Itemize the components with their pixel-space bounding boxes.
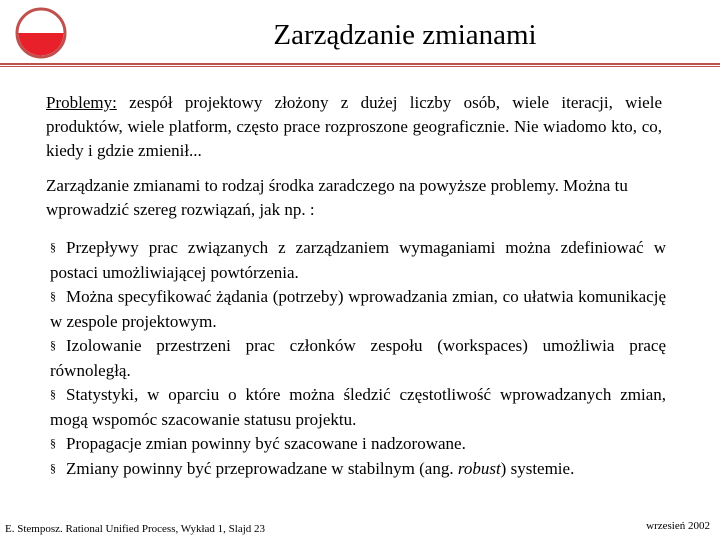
bullet-item: § Zmiany powinny być przeprowadzane w stabilnym (ang. robust) systemie. (50, 459, 575, 478)
header-rule-thin (0, 66, 720, 67)
bullet-icon: § (50, 240, 56, 254)
bullet-item: § Przepływy prac związanych z zarządzaniem wymaganiami można zdefiniować w postaci umożliwiającej powtórzenia. (50, 238, 666, 282)
header-rule (0, 63, 720, 65)
bullet-icon: § (50, 289, 56, 303)
bullet-item: § Statystyki, w oparciu o które można śledzić częstotliwość wprowadzanych zmian, mogą wspomóc szacowanie statusu projektu. (50, 385, 666, 429)
problems-paragraph (46, 91, 662, 163)
emphasis-robust: robust (457, 459, 501, 478)
problems-label: Problemy: (46, 93, 117, 112)
bullet-item: § Propagacje zmian powinny być szacowane i nadzorowane. (50, 434, 466, 453)
footer-date: wrzesień 2002 (646, 520, 710, 532)
footer-source: E. Stemposz. Rational Unified Process, Wykład 1, Slajd 23 (5, 523, 266, 535)
intro-paragraph: Zarządzanie zmianami to rodzaj środka zaradczego na powyższe problemy. Można tu wprowadzić szereg rozwiązań, jak np. : (46, 176, 628, 219)
bullet-icon: § (50, 387, 56, 401)
bullet-list (50, 236, 666, 482)
problems-text: zespół projektowy złożony z dużej liczby osób, wiele iteracji, wiele produktów, wiele platform, często prace rozproszone geograficznie. Nie wiadomo kto, co, kiedy i gdzie zmienił... (46, 93, 662, 160)
bullet-item: § Można specyfikować żądania (potrzeby) wprowadzania zmian, co ułatwia komunikację w zespole projektowym. (50, 287, 666, 331)
bullet-icon: § (50, 461, 56, 475)
slide-title: Zarządzanie zmianami (273, 19, 537, 51)
bullet-item: § Izolowanie przestrzeni prac członków zespołu (workspaces) umożliwia pracę równoległą. (50, 336, 666, 380)
bullet-icon: § (50, 436, 56, 450)
bullet-icon: § (50, 338, 56, 352)
